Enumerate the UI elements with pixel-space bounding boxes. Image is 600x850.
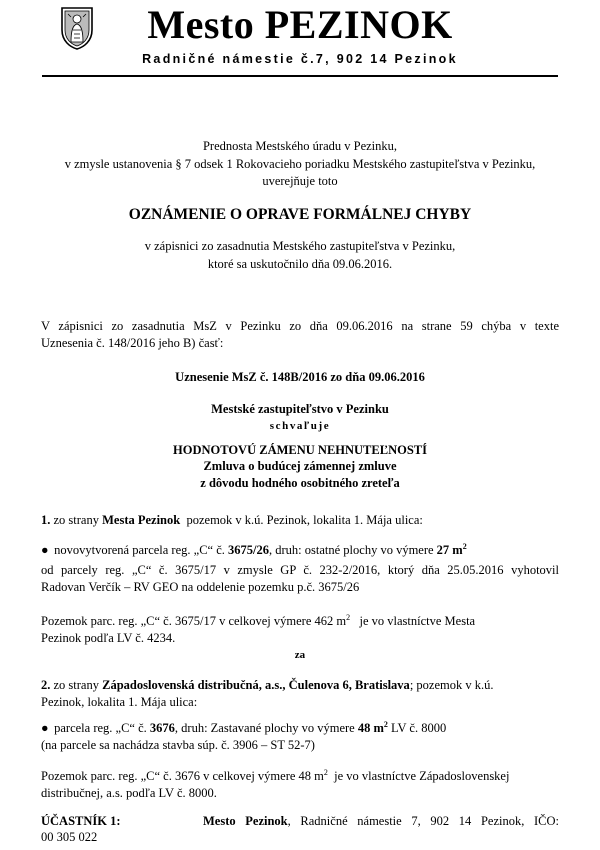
ownership-2-line-2: distribučnej, a.s. podľa LV č. 8000. <box>41 786 217 800</box>
resolution-title: Uznesenie MsZ č. 148B/2016 zo dňa 09.06.2016 <box>175 370 425 384</box>
participant-label: ÚČASTNÍK 1: <box>41 814 121 828</box>
participant-address: , Radničné námestie 7, 902 14 Pezinok, IČO: <box>287 814 559 828</box>
section-2-line <box>41 677 559 694</box>
body-para-line-1: V zápisnici zo zasadnutia MsZ v Pezinku zo dňa 09.06.2016 na strane 59 chýba v texte <box>41 319 559 333</box>
za-separator: za <box>294 649 306 661</box>
bullet-1-area: 27 $m^2$ <box>436 541 467 557</box>
participant-line <box>203 813 559 830</box>
ownership-1-line-1: Pozemok parc. reg. „C“ č. 3675/17 v celkovej výmere 462 $m^2$ je vo vlastníctve Mesta <box>41 612 476 628</box>
bullet-2-area: 48 $m^2$ <box>357 719 388 735</box>
section-2-number: 2. <box>41 678 51 692</box>
bullet-2-mid: , druh: Zastavané plochy vo výmere <box>174 721 355 735</box>
exchange-line-3: z dôvodu hodného osobitného zreteľa <box>200 476 400 490</box>
intro-line-3: uverejňuje toto <box>262 174 338 188</box>
bullet-1-parcel: 3675/26 <box>228 543 269 557</box>
notice-heading: OZNÁMENIE O OPRAVE FORMÁLNEJ CHYBY <box>128 206 472 223</box>
ownership-2-line-1: Pozemok parc. reg. „C“ č. 3676 v celkovej výmere 48 $m^2$ je vo vlastníctve Západoslovenskej <box>41 767 510 783</box>
header-address: Radničné námestie č.7, 902 14 Pezinok <box>142 52 458 66</box>
participant-ico: 00 305 022 <box>41 830 98 844</box>
section-2-line-2: Pezinok, lokalita 1. Mája ulica: <box>41 695 198 709</box>
origin-line-1: od parcely reg. „C“ č. 3675/17 v zmysle GP č. 232-2/2016, ktorý dňa 25.05.2016 vyhotovil <box>41 563 559 577</box>
bullet-icon: ● <box>41 543 49 557</box>
bullet-2-post: LV č. 8000 <box>391 721 447 735</box>
section-1-party: Mesta Pezinok <box>102 513 181 527</box>
participant-name: Mesto Pezinok <box>203 814 288 828</box>
intro-line-1: Prednosta Mestského úradu v Pezinku, <box>202 139 398 153</box>
subheading-line-2: ktoré sa uskutočnilo dňa 09.06.2016. <box>207 257 393 271</box>
bullet-1-mid: , druh: ostatné plochy vo výmere <box>269 543 434 557</box>
section-2-post: ; pozemok v k.ú. <box>409 678 494 692</box>
page-title: Mesto PEZINOK <box>147 2 453 47</box>
bullet-2-parcel: 3676 <box>149 721 175 735</box>
bullet-2-note: (na parcele sa nachádza stavba súp. č. 3906 – ST 52-7) <box>41 738 315 752</box>
ownership-1-line-2: Pezinok podľa LV č. 4234. <box>41 631 176 645</box>
section-1-pre: zo strany <box>53 513 99 527</box>
origin-line-2: Radovan Verčík – RV GEO na oddelenie pozemku p.č. 3675/26 <box>41 580 360 594</box>
section-2-pre: zo strany <box>53 678 99 692</box>
section-1-post: pozemok v k.ú. Pezinok, lokalita 1. Mája ulica: <box>186 513 423 527</box>
intro-line-2: v zmysle ustanovenia § 7 odsek 1 Rokovacieho poriadku Mestského zastupiteľstva v Pezinku, <box>64 157 536 171</box>
section-1-number: 1. <box>41 513 51 527</box>
section-2-party: Západoslovenská distribučná, a.s., Čulenova 6, Bratislava <box>102 678 410 692</box>
bullet-1-line <box>41 542 559 559</box>
bullet-2-pre: parcela reg. „C“ č. <box>54 721 147 735</box>
bullet-icon: ● <box>41 721 49 735</box>
approves-line: schvaľuje <box>269 420 331 432</box>
bullet-2-line <box>41 720 559 737</box>
exchange-line-1: HODNOTOVÚ ZÁMENU NEHNUTEĽNOSTÍ <box>173 443 427 457</box>
bullet-1-pre: novovytvorená parcela reg. „C“ č. <box>54 543 225 557</box>
council-line: Mestské zastupiteľstvo v Pezinku <box>211 402 389 416</box>
body-para-line-2: Uznesenia č. 148/2016 jeho B) časť: <box>41 336 224 350</box>
section-1-line <box>41 512 559 529</box>
exchange-line-2: Zmluva o budúcej zámennej zmluve <box>203 459 397 473</box>
header-divider <box>42 75 558 77</box>
subheading-line-1: v zápisnici zo zasadnutia Mestského zastupiteľstva v Pezinku, <box>144 239 456 253</box>
